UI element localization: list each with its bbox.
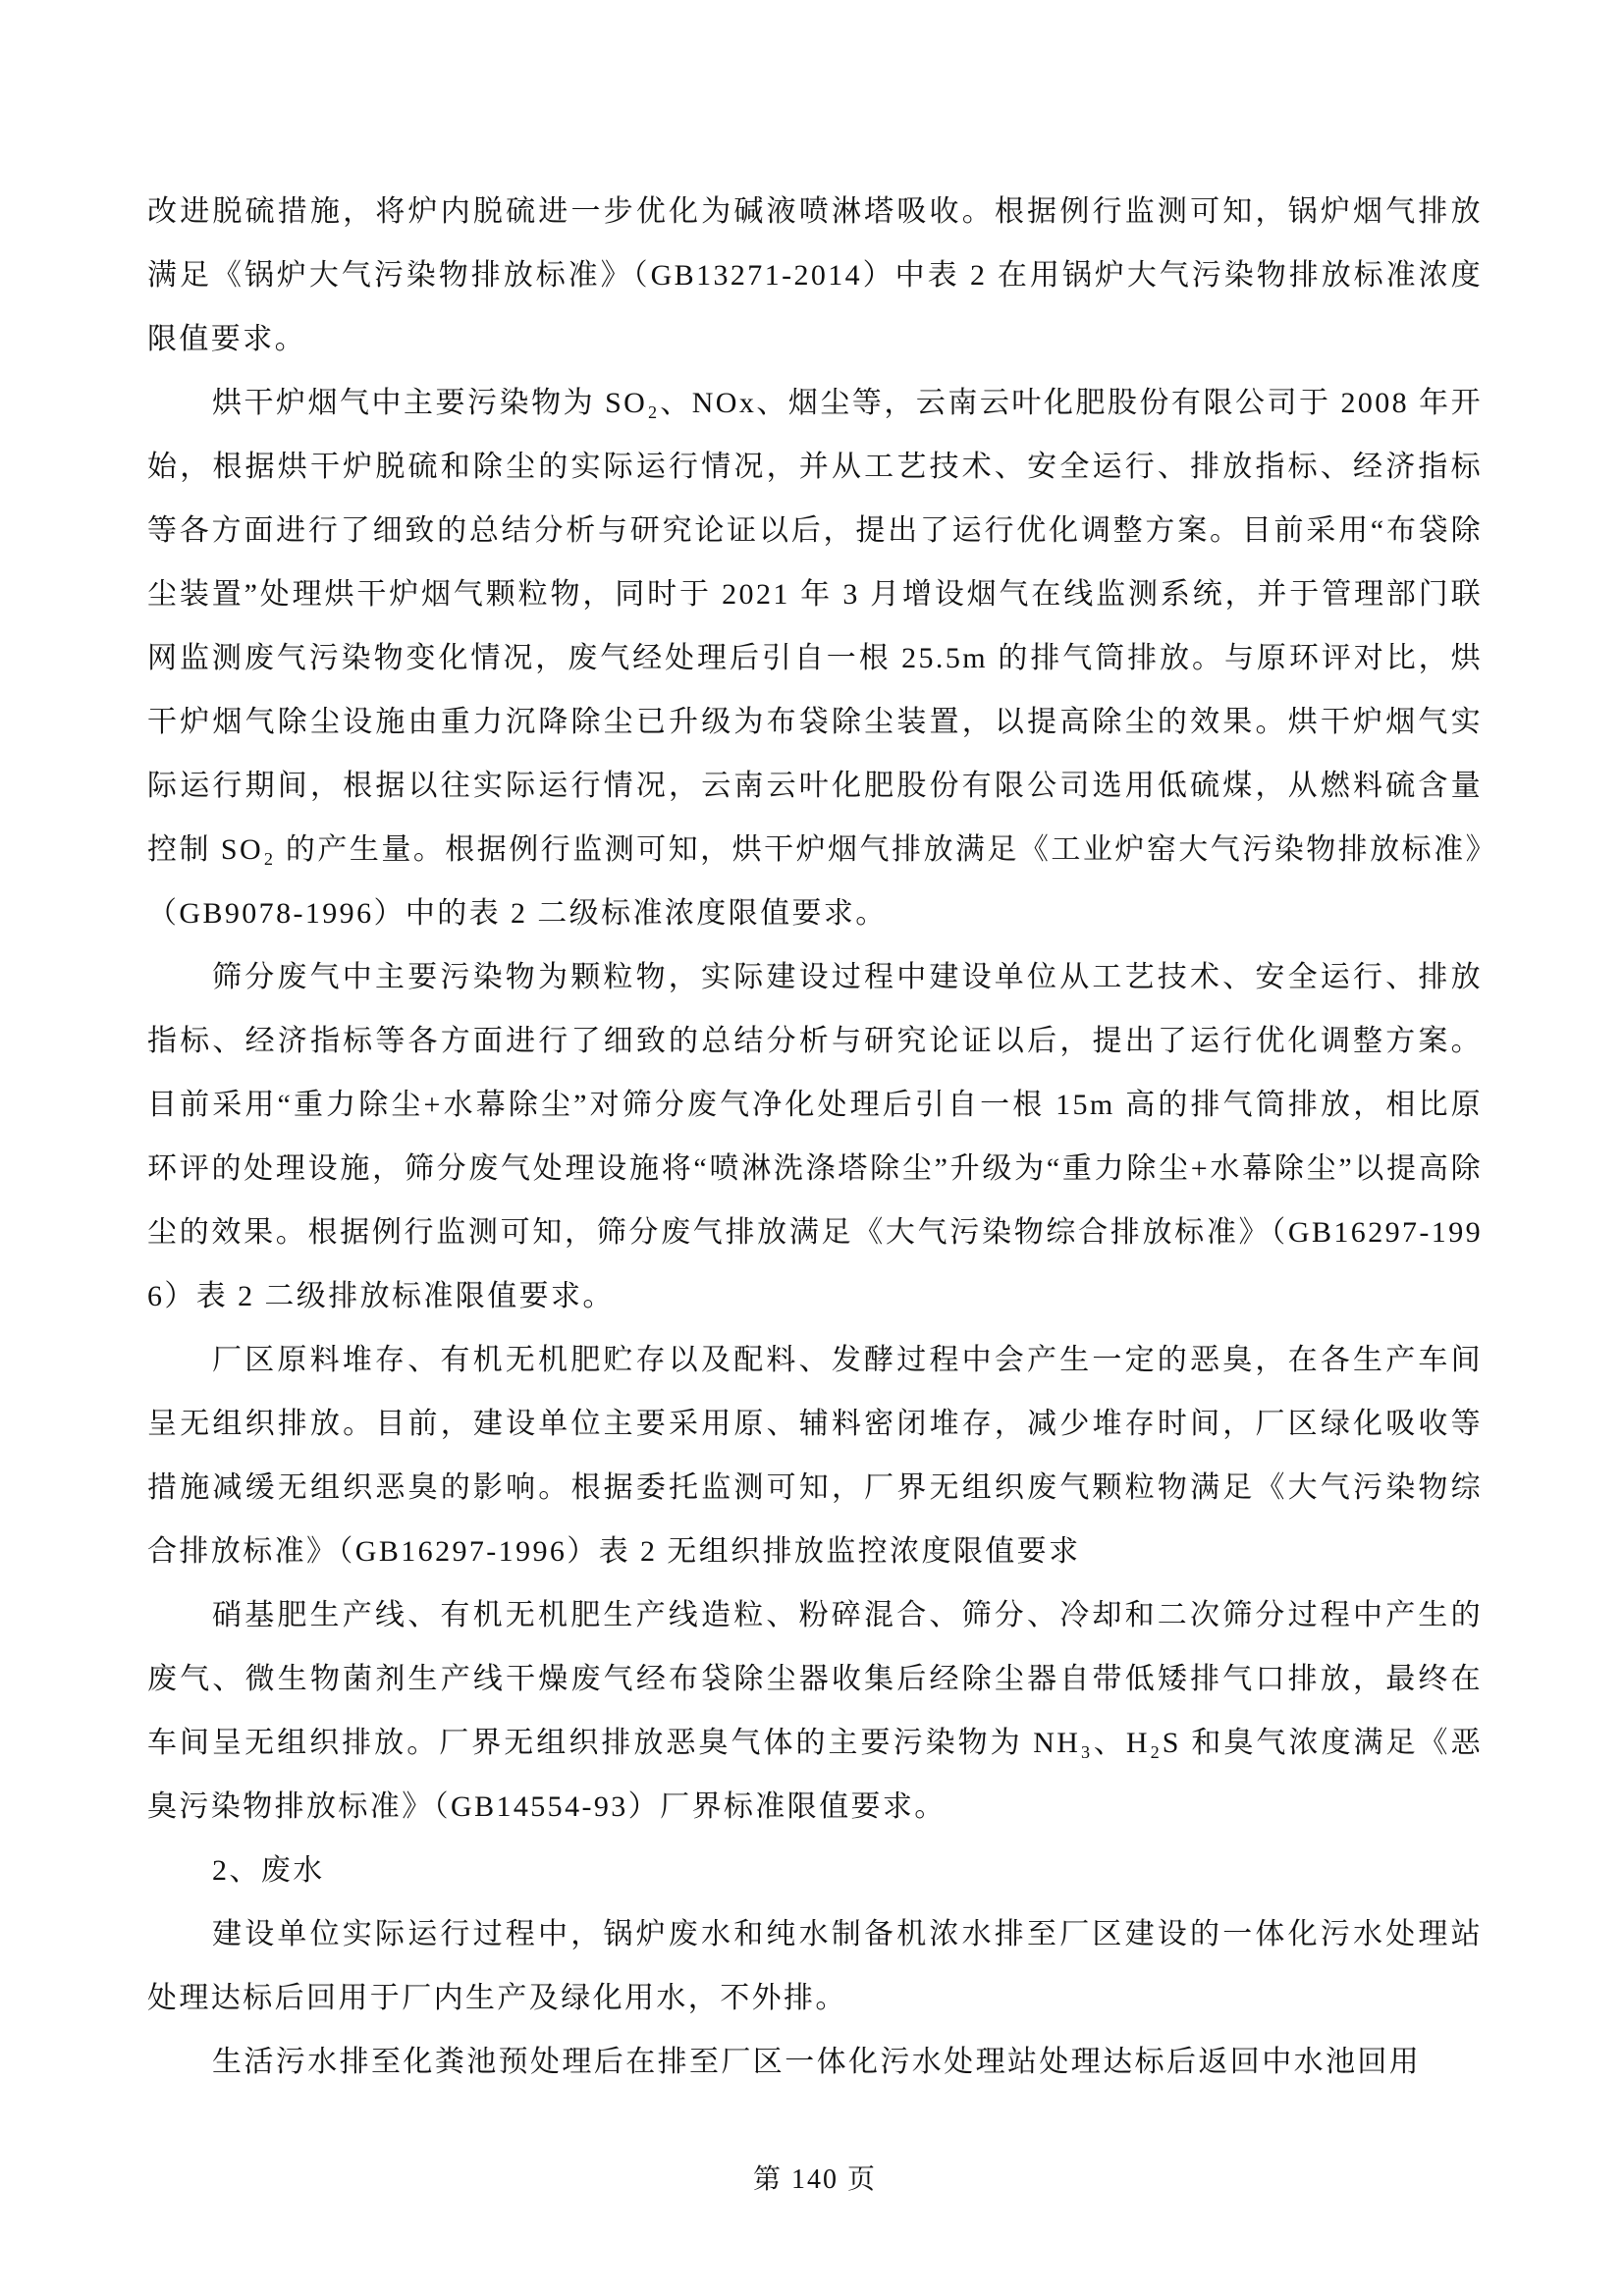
paragraph-odor-fugitive: 厂区原料堆存、有机无机肥贮存以及配料、发酵过程中会产生一定的恶臭，在各生产车间呈无组织排放。目前，建设单位主要采用原、辅料密闭堆存，减少堆存时间，厂区绿化吸收等措施减缓无组织恶臭的影响。根据委托监测可知，厂界无组织废气颗粒物满足《大气污染物综合排放标准》（GB16297-1996）表 2 无组织排放监控浓度限值要求 (147, 1344, 1483, 1568)
paragraph-boiler-fluegas-continuation: 改进脱硫措施，将炉内脱硫进一步优化为碱液喷淋塔吸收。根据例行监测可知，锅炉烟气排放满足《锅炉大气污染物排放标准》（GB13271-2014）中表 2 在用锅炉大气污染物排放标准浓度限值要求。 (147, 195, 1483, 355)
paragraph-dryer-fluegas: 烘干炉烟气中主要污染物为 SO₂、NOx、烟尘等，云南云叶化肥股份有限公司于 2008 年开始，根据烘干炉脱硫和除尘的实际运行情况，并从工艺技术、安全运行、排放指标、经济指标等各方面进行了细致的总结分析与研究论证以后，提出了运行优化调整方案。目前采用“布袋除尘装置”处理烘干炉烟气颗粒物，同时于 2021 年 3 月增设烟气在线监测系统，并于管理部门联网监测废气污染物变化情况，废气经处理后引自一根 25.5m 的排气筒排放。与原环评对比，烘干炉烟气除尘设施由重力沉降除尘已升级为布袋除尘装置，以提高除尘的效果。烘干炉烟气实际运行期间，根据以往实际运行情况，云南云叶化肥股份有限公司选用低硫煤，从燃料硫含量控制 SO₂ 的产生量。根据例行监测可知，烘干炉烟气排放满足《工业炉窑大气污染物排放标准》（GB9078-1996）中的表 2 二级标准浓度限值要求。 (147, 387, 1483, 930)
page-number: 第 140 页 (752, 2164, 877, 2195)
document-page (147, 180, 1483, 2094)
section-heading-wastewater: 2、废水 (212, 1854, 325, 1887)
paragraph-screening-gas: 筛分废气中主要污染物为颗粒物，实际建设过程中建设单位从工艺技术、安全运行、排放指标、经济指标等各方面进行了细致的总结分析与研究论证以后，提出了运行优化调整方案。目前采用“重力除尘+水幕除尘”对筛分废气净化处理后引自一根 15m 高的排气筒排放，相比原环评的处理设施，筛分废气处理设施将“喷淋洗涤塔除尘”升级为“重力除尘+水幕除尘”以提高除尘的效果。根据例行监测可知，筛分废气排放满足《大气污染物综合排放标准》（GB16297-1996）表 2 二级排放标准限值要求。 (147, 961, 1483, 1312)
paragraph-production-lines-gas: 硝基肥生产线、有机无机肥生产线造粒、粉碎混合、筛分、冷却和二次筛分过程中产生的废气、微生物菌剂生产线干燥废气经布袋除尘器收集后经除尘器自带低矮排气口排放，最终在车间呈无组织排放。厂界无组织排放恶臭气体的主要污染物为 NH₃、H₂S 和臭气浓度满足《恶臭污染物排放标准》（GB14554-93）厂界标准限值要求。 (147, 1599, 1483, 1823)
paragraph-boiler-wastewater: 建设单位实际运行过程中，锅炉废水和纯水制备机浓水排至厂区建设的一体化污水处理站处理达标后回用于厂内生产及绿化用水，不外排。 (147, 1918, 1483, 2014)
paragraph-domestic-sewage: 生活污水排至化粪池预处理后在排至厂区一体化污水处理站处理达标后返回中水池回用 (212, 2046, 1422, 2078)
